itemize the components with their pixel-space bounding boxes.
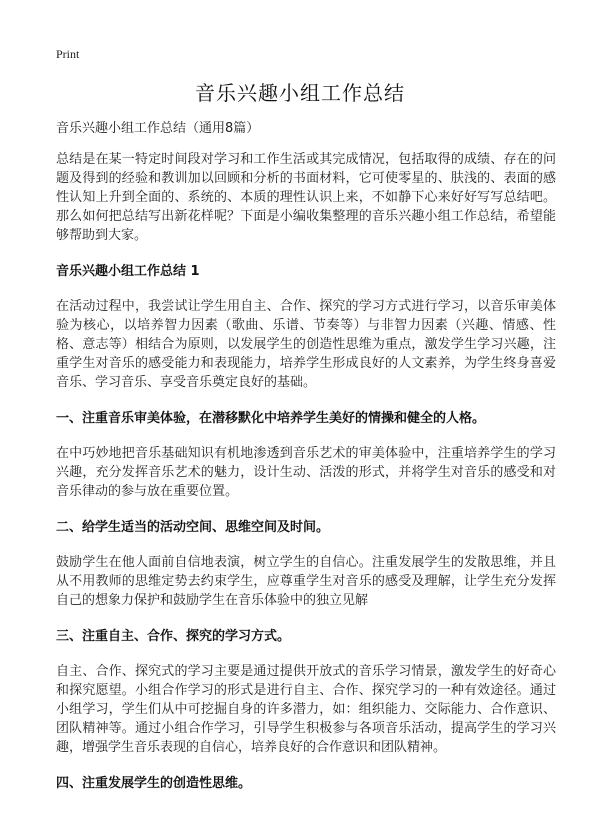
document-subtitle: 音乐兴趣小组工作总结（通用8篇） <box>56 121 260 136</box>
point3-heading: 三、注重自主、合作、探究的学习方式。 <box>56 629 291 644</box>
print-link[interactable]: Print <box>56 47 80 61</box>
point1-paragraph: 在中巧妙地把音乐基础知识有机地渗透到音乐艺术的审美体验中，注重培养学生的学习兴趣，充分发挥音乐艺术的魅力，设计生动、活泼的形式，并将学生对音乐的感受和对音乐律动的参与放在重要位置。 <box>56 446 556 499</box>
section-paragraph: 在活动过程中，我尝试让学生用自主、合作、探究的学习方式进行学习，以音乐审美体验为核心，以培养智力因素（歌曲、乐谱、节奏等）与非智力因素（兴趣、情感、性格、意志等）相结合为原则，以发展学生的创造性思维为重点，激发学生学习兴趣，注重学生对音乐的感受能力和表现能力，培养学生形成良好的人文素养，为学生终身喜爱音乐、学习音乐、享受音乐奠定良好的基础。 <box>56 299 556 390</box>
section-heading: 音乐兴趣小组工作总结 1 <box>56 264 200 279</box>
point2-paragraph: 鼓励学生在他人面前自信地表演，树立学生的自信心。注重发展学生的发散思维，并且从不用教师的思维定势去约束学生，应尊重学生对音乐的感受及理解，让学生充分发挥自己的想象力保护和鼓励学生在音乐体验中的独立见解 <box>56 555 556 608</box>
intro-paragraph: 总结是在某一特定时间段对学习和工作生活或其完成情况，包括取得的成绩、存在的问题及得到的经验和教训加以回顾和分析的书面材料，它可使零星的、肤浅的、表面的感性认知上升到全面的、系统的、本质的理性认识上来，不如静下心来好好写写总结吧。那么如何把总结写出新花样呢？下面是小编收集整理的音乐兴趣小组工作总结，希望能够帮助到大家。 <box>56 152 556 243</box>
point3-paragraph: 自主、合作、探究式的学习主要是通过提供开放式的音乐学习情景，激发学生的好奇心和探究愿望。小组合作学习的形式是进行自主、合作、探究学习的一种有效途径。通过小组学习，学生们从中可挖掘自身的许多潜力，如：组织能力、交际能力、合作意识、团队精神等。通过小组合作学习，引导学生积极参与各项音乐活动，提高学生的学习兴趣，增强学生音乐表现的自信心，培养良好的合作意识和团队精神。 <box>56 664 556 755</box>
page-title: 音乐兴趣小组工作总结 <box>195 81 405 105</box>
point1-heading: 一、注重音乐审美体验，在潜移默化中培养学生美好的情操和健全的人格。 <box>56 411 486 426</box>
point4-heading: 四、注重发展学生的创造性思维。 <box>56 776 252 791</box>
document-body <box>56 119 556 809</box>
point2-heading: 二、给学生适当的活动空间、思维空间及时间。 <box>56 520 330 535</box>
